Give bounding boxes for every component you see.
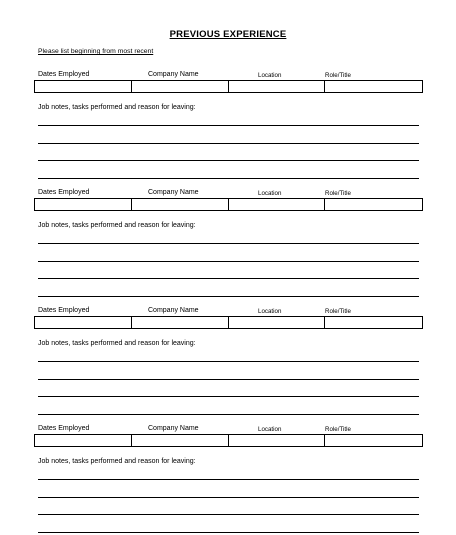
job-notes-line[interactable]	[38, 479, 419, 480]
company-name-field[interactable]	[132, 435, 229, 446]
role-title-label: Role/Title	[325, 72, 351, 79]
company-name-field[interactable]	[132, 199, 229, 210]
role-title-field[interactable]	[325, 435, 422, 446]
location-field[interactable]	[229, 199, 325, 210]
job-notes-line[interactable]	[38, 379, 419, 380]
company-name-label: Company Name	[148, 425, 199, 432]
dates-employed-field[interactable]	[35, 81, 132, 92]
company-name-field[interactable]	[132, 81, 229, 92]
role-title-field[interactable]	[325, 317, 422, 328]
job-notes-line[interactable]	[38, 296, 419, 297]
job-notes-label: Job notes, tasks performed and reason for leaving:	[38, 222, 196, 229]
job-notes-line[interactable]	[38, 414, 419, 415]
role-title-label: Role/Title	[325, 308, 351, 315]
employment-fields-row	[34, 316, 423, 329]
job-notes-line[interactable]	[38, 396, 419, 397]
job-notes-line[interactable]	[38, 125, 419, 126]
dates-employed-label: Dates Employed	[38, 71, 90, 78]
dates-employed-label: Dates Employed	[38, 307, 90, 314]
dates-employed-label: Dates Employed	[38, 425, 90, 432]
experience-section-3	[0, 307, 456, 417]
job-notes-line[interactable]	[38, 243, 419, 244]
role-title-field[interactable]	[325, 81, 422, 92]
dates-employed-field[interactable]	[35, 435, 132, 446]
role-title-label: Role/Title	[325, 190, 351, 197]
job-notes-label: Job notes, tasks performed and reason for leaving:	[38, 458, 196, 465]
job-notes-line[interactable]	[38, 160, 419, 161]
dates-employed-field[interactable]	[35, 199, 132, 210]
location-label: Location	[258, 308, 282, 315]
page-title: PREVIOUS EXPERIENCE	[169, 29, 287, 40]
page-subtitle: Please list beginning from most recent	[38, 48, 154, 55]
location-field[interactable]	[229, 317, 325, 328]
job-notes-line[interactable]	[38, 278, 419, 279]
job-notes-line[interactable]	[38, 361, 419, 362]
employment-fields-row	[34, 198, 423, 211]
role-title-field[interactable]	[325, 199, 422, 210]
employment-fields-row	[34, 434, 423, 447]
company-name-label: Company Name	[148, 189, 199, 196]
location-field[interactable]	[229, 435, 325, 446]
job-notes-line[interactable]	[38, 143, 419, 144]
role-title-label: Role/Title	[325, 426, 351, 433]
company-name-label: Company Name	[148, 71, 199, 78]
experience-section-4	[0, 425, 456, 535]
experience-section-1	[0, 71, 456, 181]
location-label: Location	[258, 72, 282, 79]
location-label: Location	[258, 190, 282, 197]
location-label: Location	[258, 426, 282, 433]
experience-section-2	[0, 189, 456, 299]
company-name-label: Company Name	[148, 307, 199, 314]
location-field[interactable]	[229, 81, 325, 92]
dates-employed-field[interactable]	[35, 317, 132, 328]
employment-fields-row	[34, 80, 423, 93]
job-notes-line[interactable]	[38, 532, 419, 533]
dates-employed-label: Dates Employed	[38, 189, 90, 196]
job-notes-label: Job notes, tasks performed and reason for leaving:	[38, 340, 196, 347]
job-notes-line[interactable]	[38, 261, 419, 262]
job-notes-line[interactable]	[38, 514, 419, 515]
job-notes-line[interactable]	[38, 178, 419, 179]
job-notes-line[interactable]	[38, 497, 419, 498]
company-name-field[interactable]	[132, 317, 229, 328]
job-notes-label: Job notes, tasks performed and reason for leaving:	[38, 104, 196, 111]
